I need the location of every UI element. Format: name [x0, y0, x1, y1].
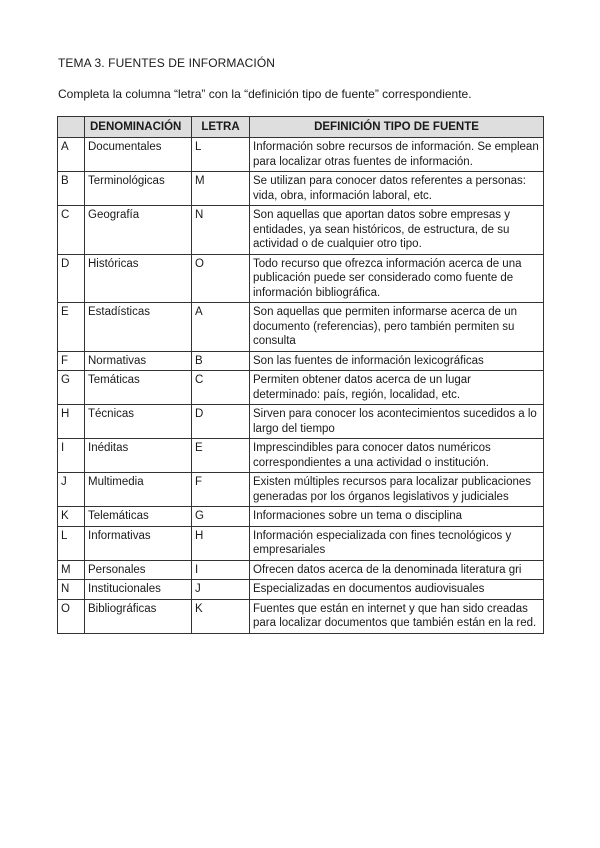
denominacion-cell: Estadísticas — [85, 303, 192, 352]
table-body — [58, 138, 544, 634]
denominacion-cell: Personales — [85, 560, 192, 580]
row-id-cell: G — [58, 371, 85, 405]
denominacion-cell: Técnicas — [85, 405, 192, 439]
denominacion-cell: Temáticas — [85, 371, 192, 405]
definicion-cell: Fuentes que están en internet y que han sido creadas para localizar documentos que también están en la red. — [250, 599, 544, 633]
denominacion-cell: Históricas — [85, 254, 192, 303]
definicion-cell: Existen múltiples recursos para localizar publicaciones generadas por los órganos legislativos y judiciales — [250, 473, 544, 507]
letra-cell: C — [192, 371, 250, 405]
table-row — [58, 405, 544, 439]
row-id-cell: H — [58, 405, 85, 439]
letra-cell: E — [192, 439, 250, 473]
table-row — [58, 439, 544, 473]
letra-cell: D — [192, 405, 250, 439]
letra-cell: G — [192, 507, 250, 527]
definicion-cell: Informaciones sobre un tema o disciplina — [250, 507, 544, 527]
table-row — [58, 526, 544, 560]
definicion-cell: Son aquellas que permiten informarse acerca de un documento (referencias), pero también permiten su consulta — [250, 303, 544, 352]
letra-cell: B — [192, 351, 250, 371]
table-row — [58, 172, 544, 206]
definicion-cell: Especializadas en documentos audiovisuales — [250, 580, 544, 600]
table-row — [58, 303, 544, 352]
table-row — [58, 254, 544, 303]
letra-cell: F — [192, 473, 250, 507]
row-id-cell: N — [58, 580, 85, 600]
table-row — [58, 599, 544, 633]
sources-table — [57, 116, 544, 634]
instructions-text: Completa la columna “letra” con la “definición tipo de fuente” correspondiente. — [58, 87, 472, 101]
letra-cell: N — [192, 206, 250, 255]
row-id-cell: M — [58, 560, 85, 580]
denominacion-cell: Inéditas — [85, 439, 192, 473]
table-row — [58, 138, 544, 172]
row-id-cell: F — [58, 351, 85, 371]
denominacion-cell: Telemáticas — [85, 507, 192, 527]
definicion-cell: Son aquellas que aportan datos sobre empresas y entidades, ya sean históricos, de estructura, de su actividad o de cualquier otro tipo. — [250, 206, 544, 255]
table-row — [58, 507, 544, 527]
letra-cell: K — [192, 599, 250, 633]
header-letra: LETRA — [192, 117, 250, 138]
page-title: TEMA 3. FUENTES DE INFORMACIÓN — [58, 56, 276, 70]
row-id-cell: A — [58, 138, 85, 172]
header-denominacion: DENOMINACIÓN — [85, 117, 192, 138]
letra-cell: J — [192, 580, 250, 600]
header-id — [58, 117, 85, 138]
denominacion-cell: Bibliográficas — [85, 599, 192, 633]
row-id-cell: J — [58, 473, 85, 507]
definicion-cell: Permiten obtener datos acerca de un lugar determinado: país, región, localidad, etc. — [250, 371, 544, 405]
letra-cell: M — [192, 172, 250, 206]
table-row — [58, 560, 544, 580]
denominacion-cell: Normativas — [85, 351, 192, 371]
denominacion-cell: Institucionales — [85, 580, 192, 600]
denominacion-cell: Multimedia — [85, 473, 192, 507]
table-row — [58, 206, 544, 255]
denominacion-cell: Informativas — [85, 526, 192, 560]
definicion-cell: Información especializada con fines tecnológicos y empresariales — [250, 526, 544, 560]
letra-cell: L — [192, 138, 250, 172]
row-id-cell: E — [58, 303, 85, 352]
definicion-cell: Se utilizan para conocer datos referentes a personas: vida, obra, información laboral, etc. — [250, 172, 544, 206]
denominacion-cell: Terminológicas — [85, 172, 192, 206]
row-id-cell: D — [58, 254, 85, 303]
letra-cell: I — [192, 560, 250, 580]
definicion-cell: Son las fuentes de información lexicográficas — [250, 351, 544, 371]
row-id-cell: K — [58, 507, 85, 527]
table-row — [58, 351, 544, 371]
row-id-cell: O — [58, 599, 85, 633]
row-id-cell: C — [58, 206, 85, 255]
letra-cell: H — [192, 526, 250, 560]
table-header — [58, 117, 544, 138]
denominacion-cell: Geografía — [85, 206, 192, 255]
definicion-cell: Ofrecen datos acerca de la denominada literatura gri — [250, 560, 544, 580]
definicion-cell: Imprescindibles para conocer datos numéricos correspondientes a una actividad o institución. — [250, 439, 544, 473]
row-id-cell: L — [58, 526, 85, 560]
definicion-cell: Sirven para conocer los acontecimientos sucedidos a lo largo del tiempo — [250, 405, 544, 439]
header-definicion: DEFINICIÓN TIPO DE FUENTE — [250, 117, 544, 138]
definicion-cell: Información sobre recursos de información. Se emplean para localizar otras fuentes de información. — [250, 138, 544, 172]
table-row — [58, 371, 544, 405]
denominacion-cell: Documentales — [85, 138, 192, 172]
table-row — [58, 473, 544, 507]
letra-cell: A — [192, 303, 250, 352]
row-id-cell: B — [58, 172, 85, 206]
definicion-cell: Todo recurso que ofrezca información acerca de una publicación puede ser considerado como fuente de información bibliográfica. — [250, 254, 544, 303]
letra-cell: O — [192, 254, 250, 303]
row-id-cell: I — [58, 439, 85, 473]
header-row — [58, 117, 544, 138]
table-row — [58, 580, 544, 600]
